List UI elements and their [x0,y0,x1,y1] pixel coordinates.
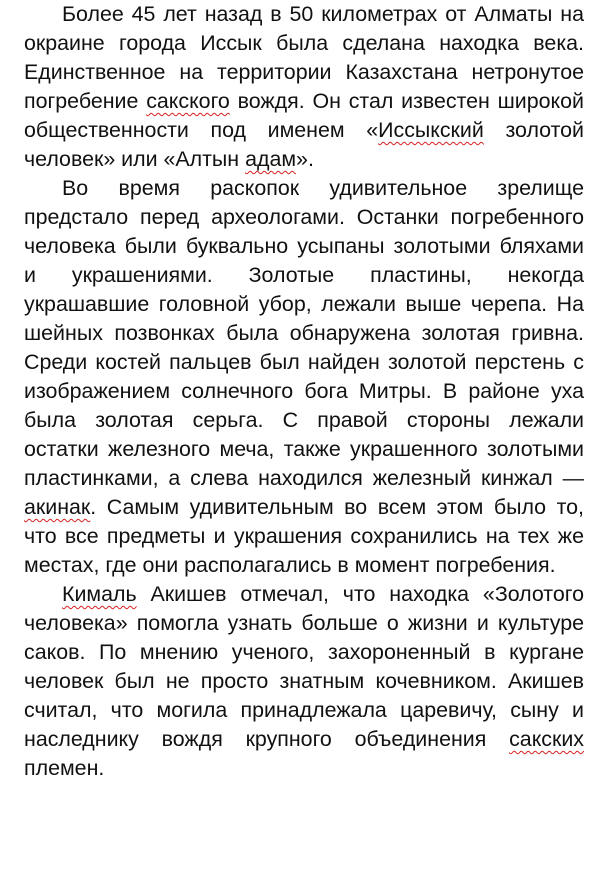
misspelled-word: сакского [146,89,230,113]
text-run: вождя. Он стал известен широкой общественности под именем « [24,89,584,142]
misspelled-word: акинак [24,495,91,519]
paragraph-1 [24,0,584,174]
paragraph-3 [24,580,584,783]
text-run: Акишев отмечал, что находка «Золотого человека» помогла узнать больше о жизни и культуре саков. По мнению ученого, захороненный в кургане человек был не просто знатным кочевником. Акишев считал, что могила принадлежала царевичу, сыну и наследнику вождя крупного объединения [24,582,584,751]
text-run: ». [296,147,314,171]
misspelled-word: Иссыкский [378,118,484,142]
paragraph-2 [24,174,584,580]
misspelled-word: адам [245,147,297,171]
text-run: Более 45 лет назад в 50 километрах от Алматы на окраине города Иссык была сделана находка века. Единственное на территории Казахстана нетронутое погребение [24,2,584,113]
misspelled-word: сакских [509,727,584,751]
text-run: племен. [24,756,105,780]
document-page [24,0,584,783]
text-run: золотой человек» или «Алтын [24,118,584,171]
text-run: . Самым удивительным во всем этом было то, что все предметы и украшения сохранились на тех же местах, где они располагались в момент погребения. [24,495,584,577]
text-run: Во время раскопок удивительное зрелище предстало перед археологами. Останки погребенного человека были буквально усыпаны золотыми бляхами и украшениями. Золотые пластины, некогда украшавшие головной убор, лежали выше черепа. На шейных позвонках была обнаружена золотая гривна. Среди костей пальцев был найден золотой перстень с изображением солнечного бога Митры. В районе уха была золотая серьга. С правой стороны лежали остатки железного меча, также украшенного золотыми пластинками, а слева находился железный кинжал — [24,176,584,490]
misspelled-word: Кималь [62,582,137,606]
